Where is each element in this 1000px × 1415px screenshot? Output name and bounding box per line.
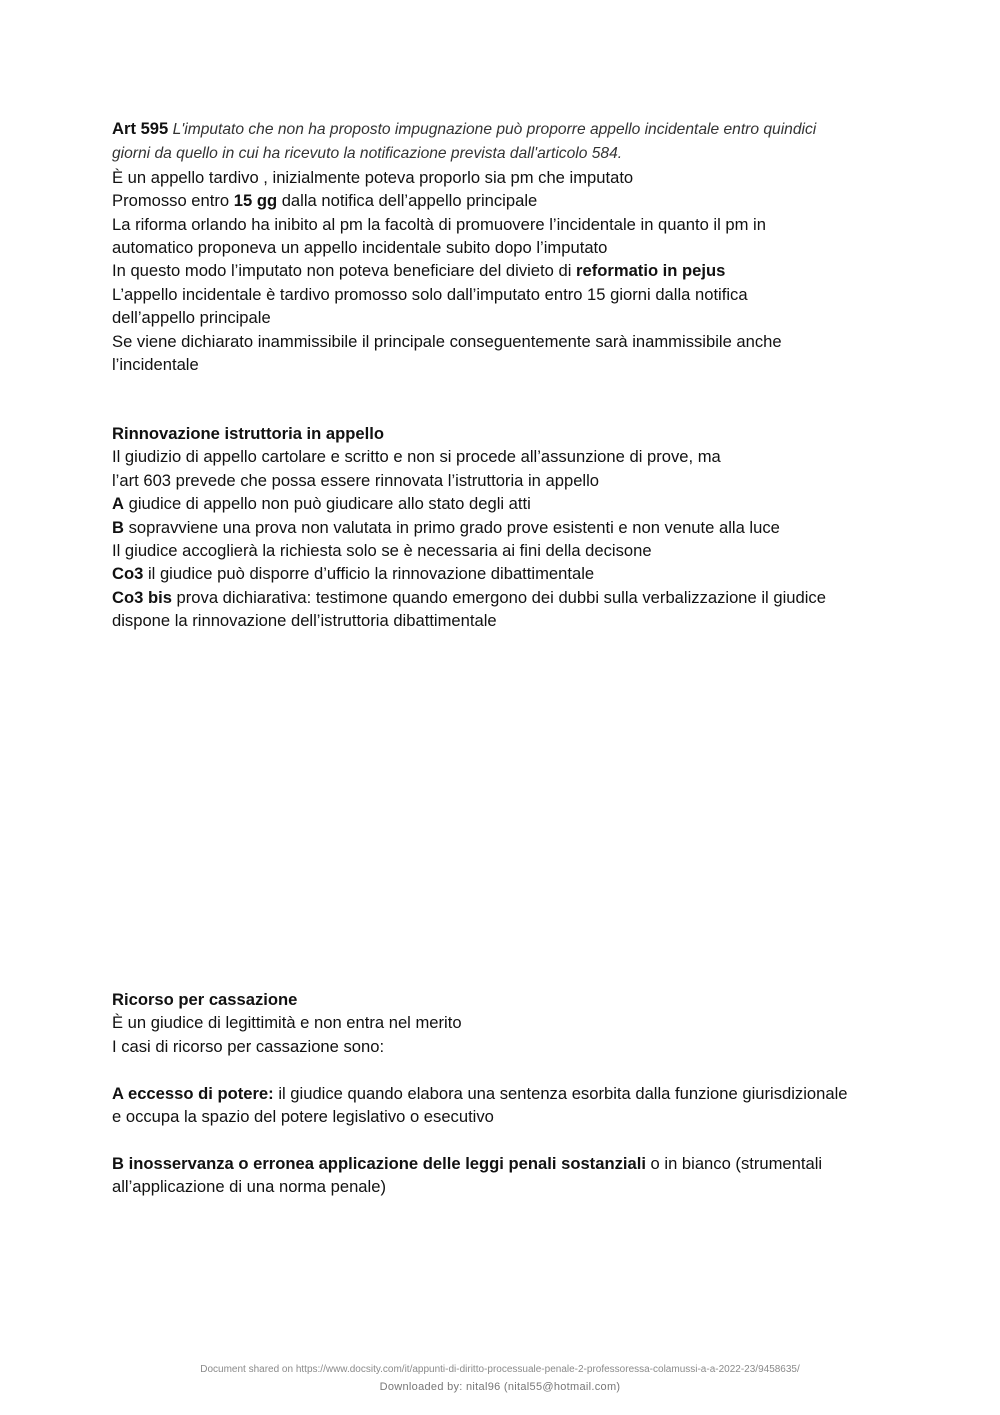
text-line: l’incidentale xyxy=(112,355,199,375)
spacer xyxy=(112,1128,912,1151)
text-line: Promosso entro 15 gg dalla notifica dell’appello principale xyxy=(112,191,538,211)
text-line: l’art 603 prevede che possa essere rinnovata l’istruttoria in appello xyxy=(112,470,600,490)
text-line: A eccesso di potere: il giudice quando elabora una sentenza esorbita dalla funzione giurisdizionale xyxy=(112,1083,848,1103)
text-line: automatico proponeva un appello incidentale subito dopo l’imputato xyxy=(112,238,608,258)
text-line: e occupa la spazio del potere legislativo o esecutivo xyxy=(112,1107,494,1127)
art-label: Art 595 xyxy=(112,119,169,138)
text-line: Il giudice accoglierà la richiesta solo se è necessaria ai fini della decisone xyxy=(112,541,652,561)
section-heading: Rinnovazione istruttoria in appello xyxy=(112,424,384,443)
text-line: I casi di ricorso per cassazione sono: xyxy=(112,1036,385,1056)
text-line: A giudice di appello non può giudicare allo stato degli atti xyxy=(112,494,531,514)
footer-downloaded-by: Downloaded by: nital96 (nital55@hotmail.com) xyxy=(379,1381,621,1393)
text-line: La riforma orlando ha inibito al pm la facoltà di promuovere l’incidentale in quanto il pm in xyxy=(112,214,766,234)
text-line: È un giudice di legittimità e non entra nel merito xyxy=(112,1013,462,1033)
text-line: Il giudizio di appello cartolare e scritto e non si procede all’assunzione di prove, ma xyxy=(112,447,721,467)
art-quote-line2: giorni da quello in cui ha ricevuto la notificazione prevista dall'articolo 584. xyxy=(112,145,623,163)
text-line: dispone la rinnovazione dell’istruttoria dibattimentale xyxy=(112,611,497,631)
text-line: Se viene dichiarato inammissibile il principale conseguentemente sarà inammissibile anche xyxy=(112,331,782,351)
text-line: B inosservanza o erronea applicazione delle leggi penali sostanziali o in bianco (strumentali xyxy=(112,1153,823,1173)
text-line: B sopravviene una prova non valutata in primo grado prove esistenti e non venute alla luce xyxy=(112,517,780,537)
spacer xyxy=(112,1058,912,1081)
footer-shared-link[interactable]: Document shared on https://www.docsity.com/it/appunti-di-diritto-processuale-penale-2-professoressa-colamussi-a-a-2022-23/9458635/ xyxy=(200,1364,800,1375)
text-line: In questo modo l’imputato non poteva beneficiare del divieto di reformatio in pejus xyxy=(112,261,726,281)
text-line: all’applicazione di una norma penale) xyxy=(112,1177,386,1197)
text-line: Co3 il giudice può disporre d’ufficio la rinnovazione dibattimentale xyxy=(112,564,595,584)
section-art-595 xyxy=(112,117,912,376)
text-line: Co3 bis prova dichiarativa: testimone quando emergono dei dubbi sulla verbalizzazione il giudice xyxy=(112,587,826,607)
section-ricorso-cassazione xyxy=(112,988,912,1199)
section-heading: Ricorso per cassazione xyxy=(112,990,298,1009)
art-595-line xyxy=(112,117,912,141)
text-line: È un appello tardivo , inizialmente poteva proporlo sia pm che imputato xyxy=(112,167,634,187)
section-rinnovazione xyxy=(112,422,912,633)
text-line: L’appello incidentale è tardivo promosso solo dall’imputato entro 15 giorni dalla notifica xyxy=(112,284,748,304)
text-line: dell’appello principale xyxy=(112,308,271,328)
art-quote: L'imputato che non ha proposto impugnazione può proporre appello incidentale entro quindici xyxy=(168,121,817,138)
